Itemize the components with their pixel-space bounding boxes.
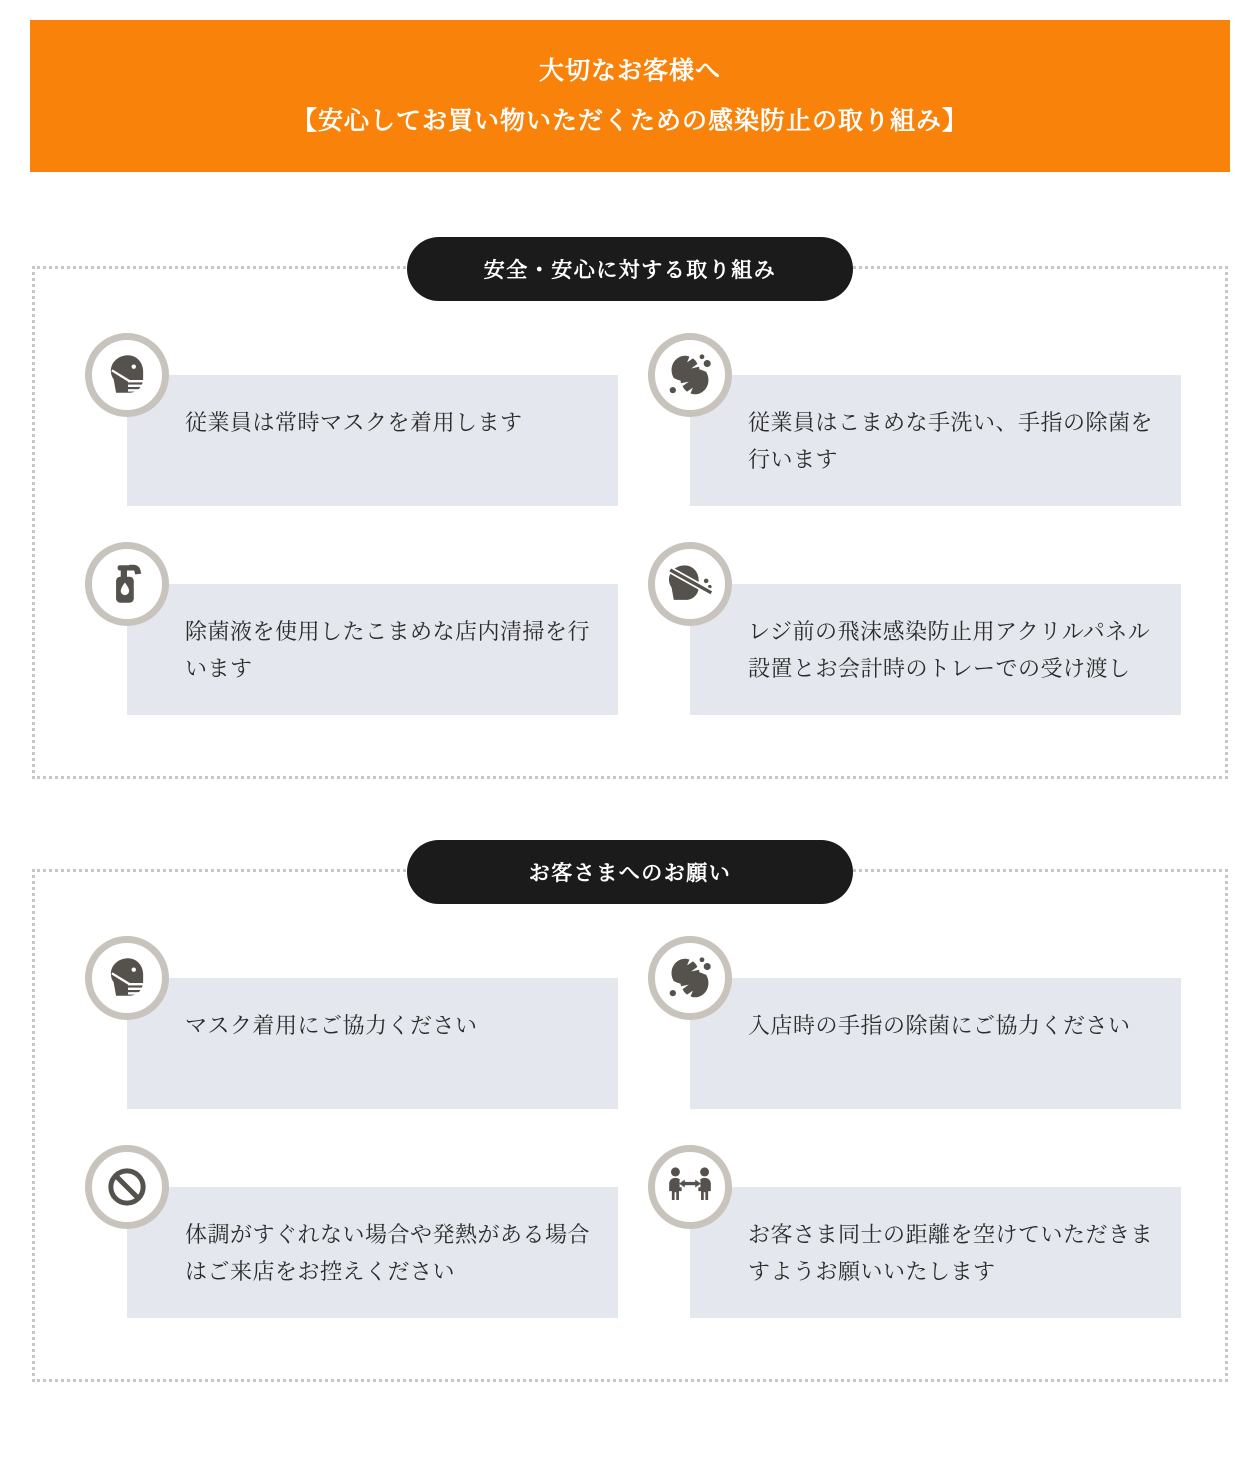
list-item [85, 584, 618, 715]
spray-bottle-icon [85, 542, 169, 626]
item-card [690, 1187, 1181, 1318]
section-grid [85, 375, 1181, 715]
prohibition-icon [85, 1145, 169, 1229]
list-item [85, 978, 618, 1109]
item-text: 除菌液を使用したこまめな店内清掃を行います [185, 619, 591, 681]
item-card [127, 1187, 618, 1318]
section-title: 安全・安心に対する取り組み [483, 259, 777, 282]
item-card [690, 978, 1181, 1109]
item-text: お客さま同士の距離を空けていただきますようお願いいたします [748, 1222, 1154, 1284]
social-distance-icon [648, 1145, 732, 1229]
section-grid [85, 978, 1181, 1318]
list-item [648, 375, 1181, 506]
item-text: 体調がすぐれない場合や発熱がある場合はご来店をお控えください [185, 1222, 591, 1284]
item-card [127, 978, 618, 1109]
list-item [85, 1187, 618, 1318]
mask-face-icon [85, 333, 169, 417]
item-card [690, 584, 1181, 715]
list-item [648, 584, 1181, 715]
mask-face-icon [85, 936, 169, 1020]
section-customer-requests [32, 862, 1228, 1382]
section-title: お客さまへのお願い [528, 862, 732, 885]
droplet-block-icon [648, 542, 732, 626]
hand-washing-icon [648, 936, 732, 1020]
banner-subtitle: 【安心してお買い物いただくための感染防止の取り組み】 [291, 107, 968, 135]
list-item [648, 978, 1181, 1109]
section-safety-measures [32, 259, 1228, 779]
item-card [127, 584, 618, 715]
notice-banner [30, 20, 1230, 172]
item-text: 従業員はこまめな手洗い、手指の除菌を行います [748, 410, 1154, 472]
item-text: レジ前の飛沫感染防止用アクリルパネル設置とお会計時のトレーでの受け渡し [748, 619, 1151, 681]
item-card [127, 375, 618, 506]
list-item [85, 375, 618, 506]
item-text: マスク着用にご協力ください [185, 1013, 478, 1038]
page [0, 20, 1260, 1382]
list-item [648, 1187, 1181, 1318]
section-title-pill [407, 840, 853, 904]
item-text: 従業員は常時マスクを着用します [185, 410, 523, 435]
item-text: 入店時の手指の除菌にご協力ください [748, 1013, 1131, 1038]
item-card [690, 375, 1181, 506]
section-title-pill [407, 237, 853, 301]
banner-title: 大切なお客様へ [538, 56, 721, 85]
hand-washing-icon [648, 333, 732, 417]
